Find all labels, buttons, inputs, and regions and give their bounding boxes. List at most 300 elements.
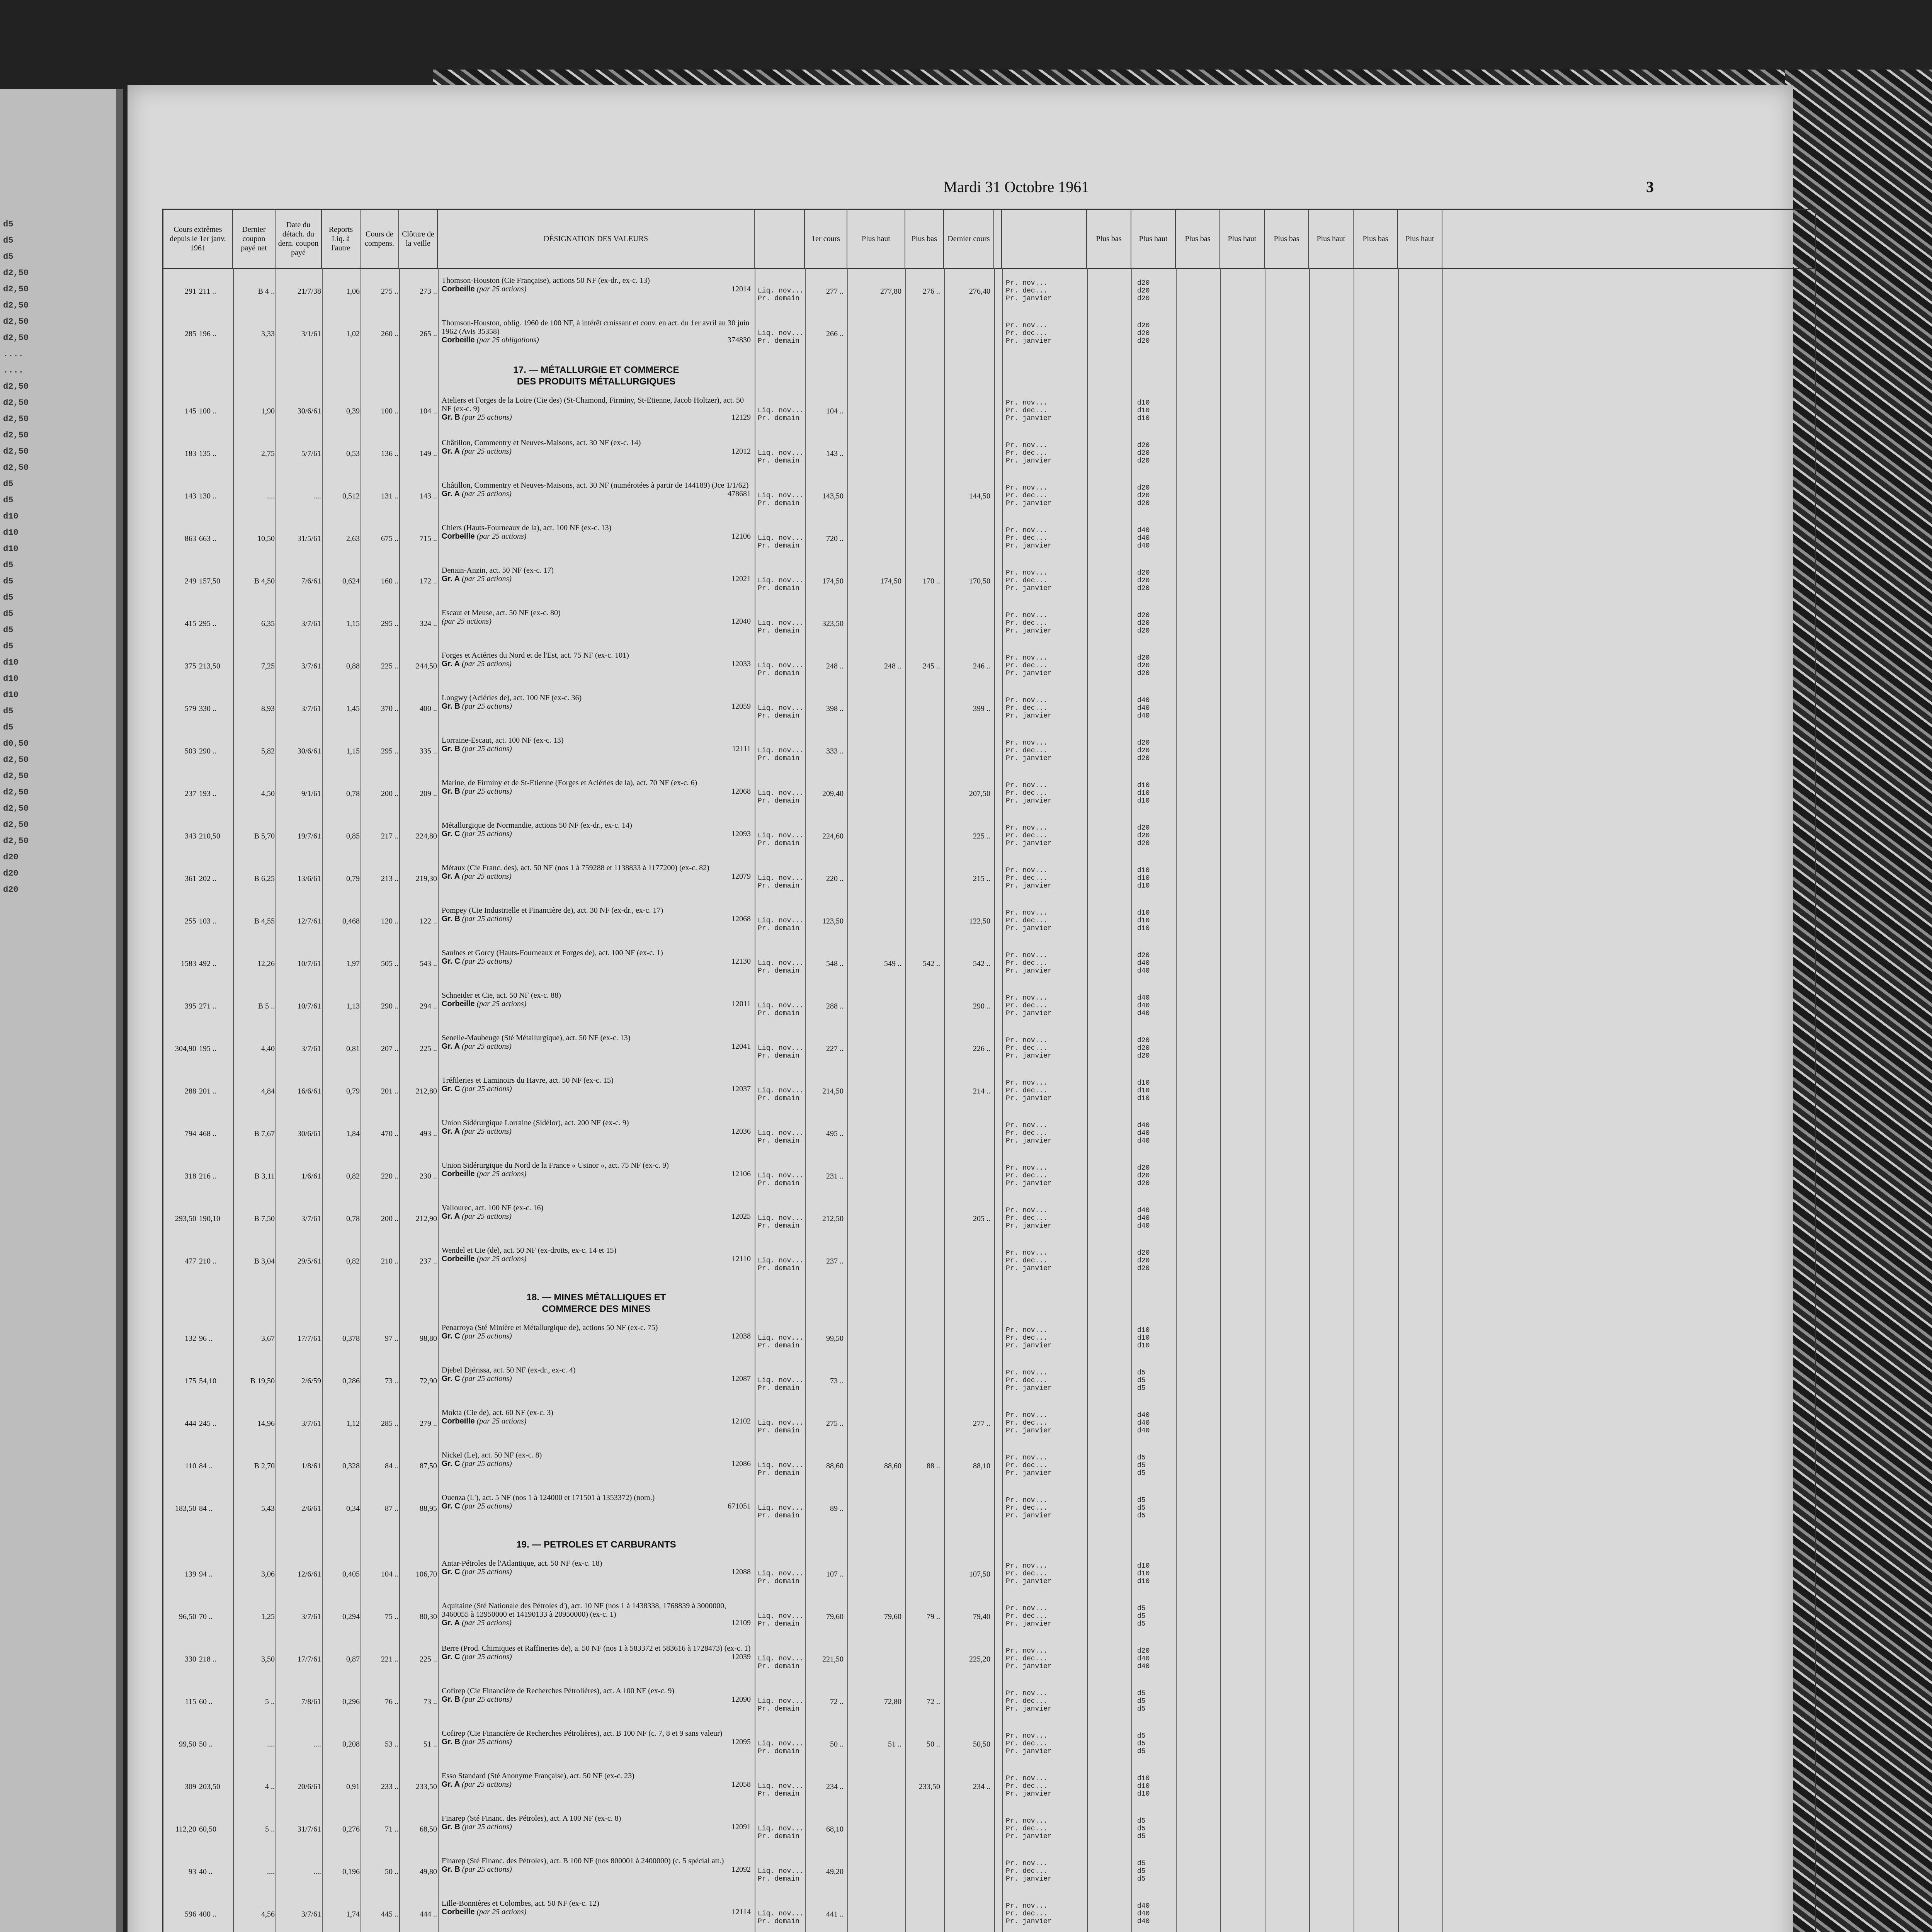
- forward-terms: Pr. nov... Pr. dec... Pr. janvier: [1006, 909, 1052, 932]
- table-row: [163, 1558, 1815, 1601]
- liquidation-terms: Liq. nov... Pr. demain: [758, 832, 804, 847]
- left-margin-mark: d2,50: [3, 836, 29, 846]
- plus-haut-annee: 143: [185, 492, 196, 500]
- option-premiums: d40 d40 d40: [1137, 1902, 1150, 1925]
- cloture-veille: 225 ..: [420, 1655, 437, 1663]
- cours-compensation: 290 ..: [381, 1002, 398, 1010]
- cloture-veille: 149 ..: [420, 449, 437, 458]
- security-name: Châtillon, Commentry et Neuves-Maisons, act. 30 NF (ex-c. 14): [442, 439, 641, 447]
- forward-terms: Pr. nov... Pr. dec... Pr. janvier: [1006, 399, 1052, 422]
- cours-compensation: 136 ..: [381, 449, 398, 458]
- market-line: [442, 830, 751, 838]
- date-detachement: 3/7/61: [301, 1910, 321, 1918]
- market-group: Gr. A: [442, 447, 460, 456]
- cloture-veille: 172 ..: [420, 577, 437, 585]
- liquidation-terms: Liq. nov... Pr. demain: [758, 874, 804, 890]
- liquidation-terms: Liq. nov... Pr. demain: [758, 1257, 804, 1272]
- plus-haut-annee: 309: [185, 1782, 196, 1791]
- market-group: Corbeille: [442, 285, 475, 293]
- plus-bas-annee: 50 ..: [199, 1740, 213, 1748]
- report: 0,208: [342, 1740, 360, 1748]
- premier-cours: 277 ..: [826, 287, 844, 296]
- report: 1,84: [346, 1129, 360, 1138]
- report: 0,286: [342, 1377, 360, 1385]
- date-detachement: 3/1/61: [301, 330, 321, 338]
- liquidation-terms: Liq. nov... Pr. demain: [758, 330, 804, 345]
- report: 0,512: [342, 492, 360, 500]
- cours-compensation: 75 ..: [385, 1612, 398, 1621]
- left-margin-mark: d10: [3, 690, 19, 700]
- option-premiums: d20 d20 d20: [1137, 1249, 1150, 1272]
- dernier-cours: 277 ..: [973, 1419, 990, 1428]
- left-margin-mark: d2,50: [3, 317, 29, 327]
- liquidation-terms: Liq. nov... Pr. demain: [758, 1377, 804, 1392]
- left-margin-mark: d5: [3, 723, 14, 732]
- col-cours-compens: Cours de compens.: [361, 210, 399, 268]
- option-premiums: d40 d40 d40: [1137, 1207, 1150, 1230]
- cours-compensation: 275 ..: [381, 287, 398, 296]
- left-page-edge: [0, 89, 123, 1932]
- lot-size: (par 25 actions): [442, 617, 492, 626]
- report: 0,78: [346, 789, 360, 798]
- left-margin-mark: d10: [3, 544, 19, 554]
- report: 0,276: [342, 1825, 360, 1833]
- col-cours-extremes: Cours extrêmes depuis le 1er janv. 1961: [163, 210, 233, 268]
- cours-compensation: 50 ..: [385, 1867, 398, 1876]
- table-row: [163, 318, 1815, 361]
- liquidation-terms: Liq. nov... Pr. demain: [758, 1419, 804, 1435]
- lot-size: (par 25 actions): [460, 872, 512, 881]
- dernier-cours: 170,50: [969, 577, 990, 585]
- premier-cours: 231 ..: [826, 1172, 844, 1180]
- option-premiums: d10 d10 d10: [1137, 782, 1150, 805]
- cloture-veille: 73 ..: [423, 1697, 437, 1706]
- security-name: Djebel Djérissa, act. 50 NF (ex-dr., ex-c. 4): [442, 1366, 576, 1374]
- lot-size: (par 25 actions): [460, 915, 512, 923]
- security-code: 12040: [731, 617, 751, 626]
- plus-haut-annee: 318: [185, 1172, 196, 1180]
- market-line: [442, 1255, 751, 1263]
- option-premiums: d5 d5 d5: [1137, 1732, 1146, 1755]
- lot-size: (par 25 actions): [460, 660, 512, 668]
- col-cloture: Clôture de la veille: [399, 210, 438, 268]
- dernier-coupon: 5 ..: [265, 1697, 275, 1706]
- security-name: Aquitaine (Sté Nationale des Pétroles d'), act. 10 NF (nos 1 à 1438338, 1768839 à 3000000, 3460055 à 13950000 et 14190133 à 20950000) (ex-c. 1): [442, 1602, 726, 1619]
- plus-bas-annee: 103 ..: [199, 917, 216, 925]
- plus-bas-annee: 84 ..: [199, 1462, 213, 1470]
- market-line: [442, 1653, 751, 1661]
- market-group: Gr. C: [442, 1085, 460, 1093]
- plus-bas-seance: 79 ..: [927, 1612, 940, 1621]
- dernier-coupon: 2,75: [261, 449, 275, 458]
- liquidation-terms: Liq. nov... Pr. demain: [758, 619, 804, 635]
- plus-bas-annee: 84 ..: [199, 1504, 213, 1513]
- left-margin-mark: d2,50: [3, 398, 29, 408]
- dernier-coupon: 3,33: [261, 330, 275, 338]
- premier-cours: 234 ..: [826, 1782, 844, 1791]
- report: 1,06: [346, 287, 360, 296]
- cours-compensation: 200 ..: [381, 789, 398, 798]
- left-margin-mark: d2,50: [3, 333, 29, 343]
- col-designation: DÉSIGNATION DES VALEURS: [438, 210, 755, 268]
- date-detachement: 5/7/61: [301, 449, 321, 458]
- plus-bas-seance: 542 ..: [923, 959, 940, 968]
- left-margin-mark: d2,50: [3, 463, 29, 473]
- dernier-coupon: 4,50: [261, 789, 275, 798]
- date-detachement: 31/7/61: [297, 1825, 321, 1833]
- col-prime-plus-haut: Plus haut: [1220, 210, 1265, 268]
- plus-bas-annee: 400 ..: [199, 1910, 216, 1918]
- market-line: [442, 872, 751, 881]
- plus-bas-seance: 72 ..: [927, 1697, 940, 1706]
- security-name: Cofirep (Cie Financière de Recherches Pétrolières), act. B 100 NF (c. 7, 8 et 9 sans valeur): [442, 1729, 723, 1738]
- liquidation-terms: Liq. nov... Pr. demain: [758, 1782, 804, 1798]
- col-liq-blank: [755, 210, 805, 268]
- market-line: [442, 413, 751, 422]
- plus-bas-seance: 233,50: [919, 1782, 940, 1791]
- left-margin-mark: d20: [3, 852, 19, 862]
- cours-compensation: 295 ..: [381, 619, 398, 628]
- lot-size: (par 25 actions): [460, 787, 512, 796]
- cours-compensation: 201 ..: [381, 1087, 398, 1095]
- report: 1,13: [346, 1002, 360, 1010]
- left-margin-mark: d5: [3, 641, 14, 651]
- report: 0,405: [342, 1570, 360, 1578]
- designation: [442, 1857, 751, 1874]
- security-name: Pompey (Cie Industrielle et Financière de), act. 30 NF (ex-dr., ex-c. 17): [442, 906, 663, 915]
- report: 0,88: [346, 662, 360, 670]
- plus-bas-annee: 130 ..: [199, 492, 216, 500]
- cloture-veille: 72,90: [420, 1377, 437, 1385]
- option-premiums: d10 d10 d10: [1137, 1327, 1150, 1350]
- date-detachement: 1/6/61: [301, 1172, 321, 1180]
- market-group: Gr. C: [442, 1568, 460, 1576]
- left-page-margin-marks: [3, 216, 111, 898]
- designation: [442, 694, 751, 711]
- dernier-coupon: 3,50: [261, 1655, 275, 1663]
- security-code: 12014: [731, 285, 751, 293]
- designation: [442, 1729, 751, 1746]
- dernier-cours: 226 ..: [973, 1044, 990, 1053]
- option-premiums: d20 d40 d40: [1137, 1647, 1150, 1670]
- table-row: [163, 1033, 1815, 1075]
- date-detachement: 7/6/61: [301, 577, 321, 585]
- designation: [442, 1687, 751, 1704]
- market-group: Gr. C: [442, 830, 460, 838]
- premier-cours: 79,60: [826, 1612, 844, 1621]
- left-margin-mark: d20: [3, 869, 19, 878]
- left-margin-mark: d5: [3, 219, 14, 229]
- cloture-veille: 80,30: [420, 1612, 437, 1621]
- left-margin-mark: d2,50: [3, 804, 29, 813]
- page-number: 3: [1646, 178, 1654, 196]
- cloture-veille: 265 ..: [420, 330, 437, 338]
- liquidation-terms: Liq. nov... Pr. demain: [758, 747, 804, 762]
- report: 1,74: [346, 1910, 360, 1918]
- report: 0,328: [342, 1462, 360, 1470]
- designation: [442, 439, 751, 456]
- security-code: 12087: [731, 1374, 751, 1383]
- option-premiums: d40 d40 d40: [1137, 527, 1150, 550]
- security-code: 12106: [731, 1170, 751, 1178]
- plus-bas-seance: 245 ..: [923, 662, 940, 670]
- designation: [442, 1161, 751, 1178]
- plus-haut-annee: 139: [185, 1570, 196, 1578]
- plus-haut-annee: 293,50: [175, 1214, 196, 1223]
- security-code: 12021: [731, 575, 751, 583]
- date-detachement: 13/6/61: [297, 874, 321, 883]
- market-line: [442, 1823, 751, 1831]
- left-margin-mark: d2,50: [3, 414, 29, 424]
- section-heading: [438, 1539, 755, 1551]
- plus-haut-annee: 1583: [181, 959, 196, 968]
- left-margin-mark: d5: [3, 495, 14, 505]
- table-row: [163, 1686, 1815, 1728]
- report: 0,53: [346, 449, 360, 458]
- date-detachement: 30/6/61: [297, 747, 321, 755]
- table-row: [163, 863, 1815, 905]
- cloture-veille: 225 ..: [420, 1044, 437, 1053]
- security-name: Finarep (Sté Financ. des Pétroles), act. A 100 NF (ex-c. 8): [442, 1814, 621, 1823]
- liquidation-terms: Liq. nov... Pr. demain: [758, 534, 804, 550]
- cours-compensation: 53 ..: [385, 1740, 398, 1748]
- plus-bas-seance: 170 ..: [923, 577, 940, 585]
- left-margin-mark: d20: [3, 885, 19, 895]
- plus-haut-annee: 415: [185, 619, 196, 628]
- cloture-veille: 209 ..: [420, 789, 437, 798]
- forward-terms: Pr. nov... Pr. dec... Pr. janvier: [1006, 484, 1052, 507]
- option-premiums: d5 d5 d5: [1137, 1860, 1146, 1883]
- lot-size: (par 25 actions): [460, 1738, 512, 1746]
- designation: [442, 949, 751, 966]
- market-line: [442, 660, 751, 668]
- option-premiums: d20 d20 d20: [1137, 654, 1150, 677]
- security-code: 478681: [728, 490, 751, 498]
- plus-haut-annee: 477: [185, 1257, 196, 1265]
- lot-size: (par 25 actions): [460, 413, 512, 422]
- option-premiums: d20 d20 d20: [1137, 1037, 1150, 1060]
- dernier-coupon: 10,50: [257, 534, 275, 543]
- dernier-coupon: 5,82: [261, 747, 275, 755]
- security-code: 12088: [731, 1568, 751, 1576]
- cours-compensation: 160 ..: [381, 577, 398, 585]
- security-name: Longwy (Aciéries de), act. 100 NF (ex-c. 36): [442, 694, 582, 702]
- dernier-cours: 276,40: [969, 287, 990, 296]
- option-premiums: d10 d10 d10: [1137, 1562, 1150, 1585]
- option-premiums: d5 d5 d5: [1137, 1497, 1146, 1520]
- dernier-coupon: 5,43: [261, 1504, 275, 1513]
- page-sheet: [128, 85, 1793, 1932]
- cloture-veille: 230 ..: [420, 1172, 437, 1180]
- premier-cours: 288 ..: [826, 1002, 844, 1010]
- plus-haut-seance: 88,60: [884, 1462, 901, 1470]
- forward-terms: Pr. nov... Pr. dec... Pr. janvier: [1006, 697, 1052, 720]
- section-title: 18. — MINES MÉTALLIQUES ET: [526, 1292, 666, 1303]
- market-line: [442, 1619, 751, 1627]
- liquidation-terms: Liq. nov... Pr. demain: [758, 449, 804, 465]
- market-group: Corbeille: [442, 336, 475, 344]
- premier-cours: 441 ..: [826, 1910, 844, 1918]
- plus-bas-annee: 195 ..: [199, 1044, 216, 1053]
- dernier-coupon: 4,84: [261, 1087, 275, 1095]
- cloture-veille: 224,80: [416, 832, 437, 840]
- col-date-detach: Date du détach. du dern. coupon payé: [276, 210, 322, 268]
- left-margin-mark: d2,50: [3, 771, 29, 781]
- premier-cours: 224,60: [822, 832, 844, 840]
- page-date: Mardi 31 Octobre 1961: [943, 178, 1089, 196]
- lot-size: (par 25 actions): [474, 1908, 527, 1916]
- plus-haut-annee: 110: [185, 1462, 196, 1470]
- premier-cours: 221,50: [822, 1655, 844, 1663]
- plus-bas-annee: 135 ..: [199, 449, 216, 458]
- col-prime-plus-bas: Plus bas: [1087, 210, 1131, 268]
- col-prime-plus-bas: Plus bas: [1354, 210, 1398, 268]
- security-name: Thomson-Houston (Cie Française), actions 50 NF (ex-dr., ex-c. 13): [442, 276, 650, 285]
- cloture-veille: 68,50: [420, 1825, 437, 1833]
- plus-bas-annee: 203,50: [199, 1782, 220, 1791]
- left-margin-mark: d5: [3, 252, 14, 262]
- designation: [442, 1366, 751, 1383]
- designation: [442, 1323, 751, 1340]
- plus-haut-annee: 596: [185, 1910, 196, 1918]
- lot-size: (par 25 actions): [474, 1170, 527, 1178]
- plus-haut-seance: 72,80: [884, 1697, 901, 1706]
- security-name: Ouenza (L'), act. 5 NF (nos 1 à 124000 et 171501 à 1353372) (nom.): [442, 1493, 655, 1502]
- liquidation-terms: Liq. nov... Pr. demain: [758, 917, 804, 932]
- plus-bas-seance: 50 ..: [927, 1740, 940, 1748]
- security-name: Thomson-Houston, oblig. 1960 de 100 NF, à intérêt croissant et conv. en act. du 1er avril au 30 juin 1962 (Avis 35358): [442, 319, 750, 336]
- left-margin-mark: d2,50: [3, 447, 29, 456]
- market-group: Gr. A: [442, 1780, 460, 1789]
- plus-haut-annee: 249: [185, 577, 196, 585]
- market-group: Gr. A: [442, 872, 460, 881]
- lot-size: (par 25 actions): [474, 532, 527, 541]
- plus-bas-annee: 663 ..: [199, 534, 216, 543]
- premier-cours: 220 ..: [826, 874, 844, 883]
- plus-bas-annee: 60 ..: [199, 1697, 213, 1706]
- date-detachement: 1/8/61: [301, 1462, 321, 1470]
- security-code: 12109: [731, 1619, 751, 1627]
- option-premiums: d10 d10 d10: [1137, 1775, 1150, 1798]
- dernier-coupon: 6,35: [261, 619, 275, 628]
- security-name: Lorraine-Escaut, act. 100 NF (ex-c. 13): [442, 736, 564, 745]
- date-detachement: 2/6/61: [301, 1504, 321, 1513]
- report: 1,15: [346, 619, 360, 628]
- lot-size: (par 25 actions): [460, 490, 512, 498]
- liquidation-terms: Liq. nov... Pr. demain: [758, 662, 804, 677]
- plus-bas-annee: 330 ..: [199, 704, 216, 713]
- market-line: [442, 447, 751, 456]
- cours-compensation: 131 ..: [381, 492, 398, 500]
- forward-terms: Pr. nov... Pr. dec... Pr. janvier: [1006, 824, 1052, 847]
- table-row: [163, 565, 1815, 608]
- lot-size: (par 25 actions): [460, 1619, 512, 1627]
- market-group: Gr. B: [442, 1823, 460, 1831]
- lot-size: (par 25 actions): [460, 1212, 512, 1221]
- designation: [442, 1772, 751, 1789]
- dernier-cours: 107,50: [969, 1570, 990, 1578]
- security-code: 671051: [728, 1502, 751, 1510]
- forward-terms: Pr. nov... Pr. dec... Pr. janvier: [1006, 1860, 1052, 1883]
- plus-haut-annee: 99,50: [179, 1740, 196, 1748]
- dernier-coupon: B 2,70: [254, 1462, 275, 1470]
- liquidation-terms: Liq. nov... Pr. demain: [758, 789, 804, 805]
- security-code: 12058: [731, 1780, 751, 1789]
- left-margin-mark: d10: [3, 674, 19, 684]
- lot-size: (par 25 actions): [474, 1417, 527, 1425]
- dernier-coupon: 3,67: [261, 1334, 275, 1343]
- plus-bas-annee: 210 ..: [199, 1257, 216, 1265]
- security-name: Berre (Prod. Chimiques et Raffineries de), a. 50 NF (nos 1 à 583372 et 583616 à 1728473) (ex-c. 1): [442, 1644, 751, 1653]
- col-terms: [1002, 210, 1087, 268]
- forward-terms: Pr. nov... Pr. dec... Pr. janvier: [1006, 1164, 1052, 1187]
- report: 1,15: [346, 747, 360, 755]
- left-margin-mark: d2,50: [3, 755, 29, 765]
- cloture-veille: 324 ..: [420, 619, 437, 628]
- cours-compensation: 120 ..: [381, 917, 398, 925]
- security-code: 12079: [731, 872, 751, 881]
- market-line: [442, 1085, 751, 1093]
- cloture-veille: 244,50: [416, 662, 437, 670]
- option-premiums: d20 d20 d20: [1137, 484, 1150, 507]
- market-group: Gr. A: [442, 1042, 460, 1051]
- option-premiums: d10 d10 d10: [1137, 867, 1150, 890]
- market-line: [442, 285, 751, 293]
- market-line: [442, 787, 751, 796]
- table-row: [163, 1450, 1815, 1493]
- section-heading: [438, 1292, 755, 1315]
- dernier-coupon: 8,93: [261, 704, 275, 713]
- dernier-coupon: 4,40: [261, 1044, 275, 1053]
- plus-haut-annee: 145: [185, 407, 196, 415]
- cours-compensation: 213 ..: [381, 874, 398, 883]
- table-row: [163, 1323, 1815, 1365]
- left-margin-mark: d5: [3, 236, 14, 245]
- security-code: 12093: [731, 830, 751, 838]
- plus-haut-annee: 183: [185, 449, 196, 458]
- dernier-coupon: B 5 ..: [258, 1002, 275, 1010]
- plus-bas-annee: 213,50: [199, 662, 220, 670]
- date-detachement: ....: [313, 1740, 321, 1748]
- cours-compensation: 73 ..: [385, 1377, 398, 1385]
- market-group: Gr. C: [442, 1374, 460, 1383]
- premier-cours: 89 ..: [830, 1504, 844, 1513]
- dernier-cours: 50,50: [973, 1740, 990, 1748]
- table-row: [163, 1203, 1815, 1245]
- designation: [442, 1034, 751, 1051]
- table-row: [163, 1365, 1815, 1408]
- cours-compensation: 217 ..: [381, 832, 398, 840]
- option-premiums: d10 d10 d10: [1137, 1079, 1150, 1102]
- liquidation-terms: Liq. nov... Pr. demain: [758, 1655, 804, 1670]
- market-line: [442, 745, 751, 753]
- date-detachement: 10/7/61: [297, 1002, 321, 1010]
- liquidation-terms: Liq. nov... Pr. demain: [758, 1740, 804, 1755]
- market-group: Gr. A: [442, 1127, 460, 1136]
- plus-bas-annee: 100 ..: [199, 407, 216, 415]
- dernier-cours: 144,50: [969, 492, 990, 500]
- premier-cours: 104 ..: [826, 407, 844, 415]
- security-code: 12038: [731, 1332, 751, 1340]
- premier-cours: 99,50: [826, 1334, 844, 1343]
- forward-terms: Pr. nov... Pr. dec... Pr. janvier: [1006, 1207, 1052, 1230]
- lot-size: (par 25 obligations): [474, 336, 539, 344]
- market-line: [442, 1042, 751, 1051]
- forward-terms: Pr. nov... Pr. dec... Pr. janvier: [1006, 1412, 1052, 1435]
- dernier-coupon: 12,26: [257, 959, 275, 968]
- cloture-veille: 51 ..: [423, 1740, 437, 1748]
- table-row: [163, 1813, 1815, 1856]
